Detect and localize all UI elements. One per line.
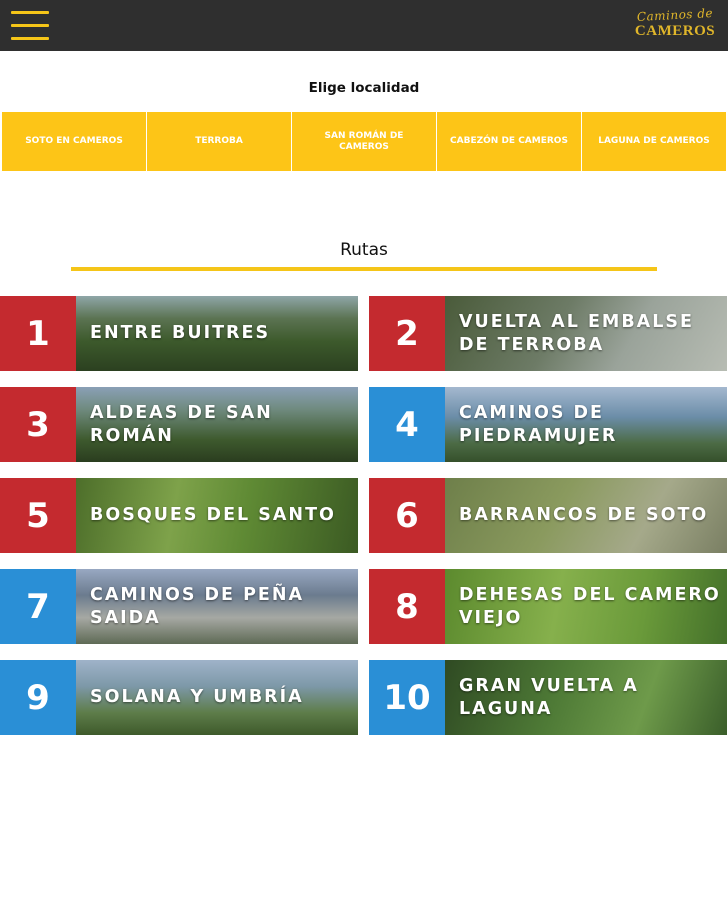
locality-button-terroba[interactable]: TERROBA	[147, 112, 291, 171]
locality-button-laguna[interactable]: LAGUNA DE CAMEROS	[582, 112, 726, 171]
route-card-2[interactable]	[369, 296, 727, 371]
route-card-9[interactable]	[0, 660, 358, 735]
route-number-badge: 3	[0, 387, 76, 462]
route-card-10[interactable]	[369, 660, 727, 735]
menu-line	[11, 11, 49, 14]
route-title: GRAN VUELTA A LAGUNA	[459, 675, 639, 719]
menu-line	[11, 24, 49, 27]
route-card-3[interactable]	[0, 387, 358, 462]
logo-script-text: Caminos de	[636, 6, 714, 24]
route-number-badge: 1	[0, 296, 76, 371]
route-card-6[interactable]	[369, 478, 727, 553]
route-title: ALDEAS DE SAN ROMÁN	[90, 402, 273, 446]
route-card-8[interactable]	[369, 569, 727, 644]
top-app-bar	[0, 0, 728, 51]
logo-main-text: CAMEROS	[634, 23, 716, 39]
route-card-7[interactable]	[0, 569, 358, 644]
route-card-1[interactable]	[0, 296, 358, 371]
route-title: VUELTA AL EMBALSE DE TERROBA	[459, 311, 694, 355]
route-number-badge: 5	[0, 478, 76, 553]
route-number-badge: 8	[369, 569, 445, 644]
route-card-5[interactable]	[0, 478, 358, 553]
route-title: BOSQUES DEL SANTO	[90, 505, 336, 525]
route-title: CAMINOS DE PEÑA SAIDA	[90, 584, 305, 628]
route-number-badge: 7	[0, 569, 76, 644]
route-card-4[interactable]	[369, 387, 727, 462]
route-title: DEHESAS DEL CAMERO VIEJO	[459, 584, 721, 628]
route-title: CAMINOS DE PIEDRAMUJER	[459, 402, 618, 446]
locality-button-cabezon[interactable]: CABEZÓN DE CAMEROS	[437, 112, 581, 171]
locality-heading: Elige localidad	[308, 80, 420, 96]
locality-button-san-roman[interactable]: SAN ROMÁN DE CAMEROS	[292, 112, 436, 171]
route-number-badge: 10	[369, 660, 445, 735]
locality-button-row	[0, 112, 728, 171]
route-number-badge: 4	[369, 387, 445, 462]
route-number-badge: 6	[369, 478, 445, 553]
menu-line	[11, 37, 49, 40]
route-title: BARRANCOS DE SOTO	[459, 505, 709, 525]
brand-logo[interactable]	[632, 8, 718, 44]
route-title: ENTRE BUITRES	[90, 323, 271, 343]
routes-heading: Rutas	[340, 240, 388, 260]
route-number-badge: 9	[0, 660, 76, 735]
route-number-badge: 2	[369, 296, 445, 371]
routes-heading-underline	[71, 267, 657, 271]
route-title: SOLANA Y UMBRÍA	[90, 687, 304, 707]
hamburger-menu-icon[interactable]	[11, 11, 49, 41]
locality-button-soto[interactable]: SOTO EN CAMEROS	[2, 112, 146, 171]
